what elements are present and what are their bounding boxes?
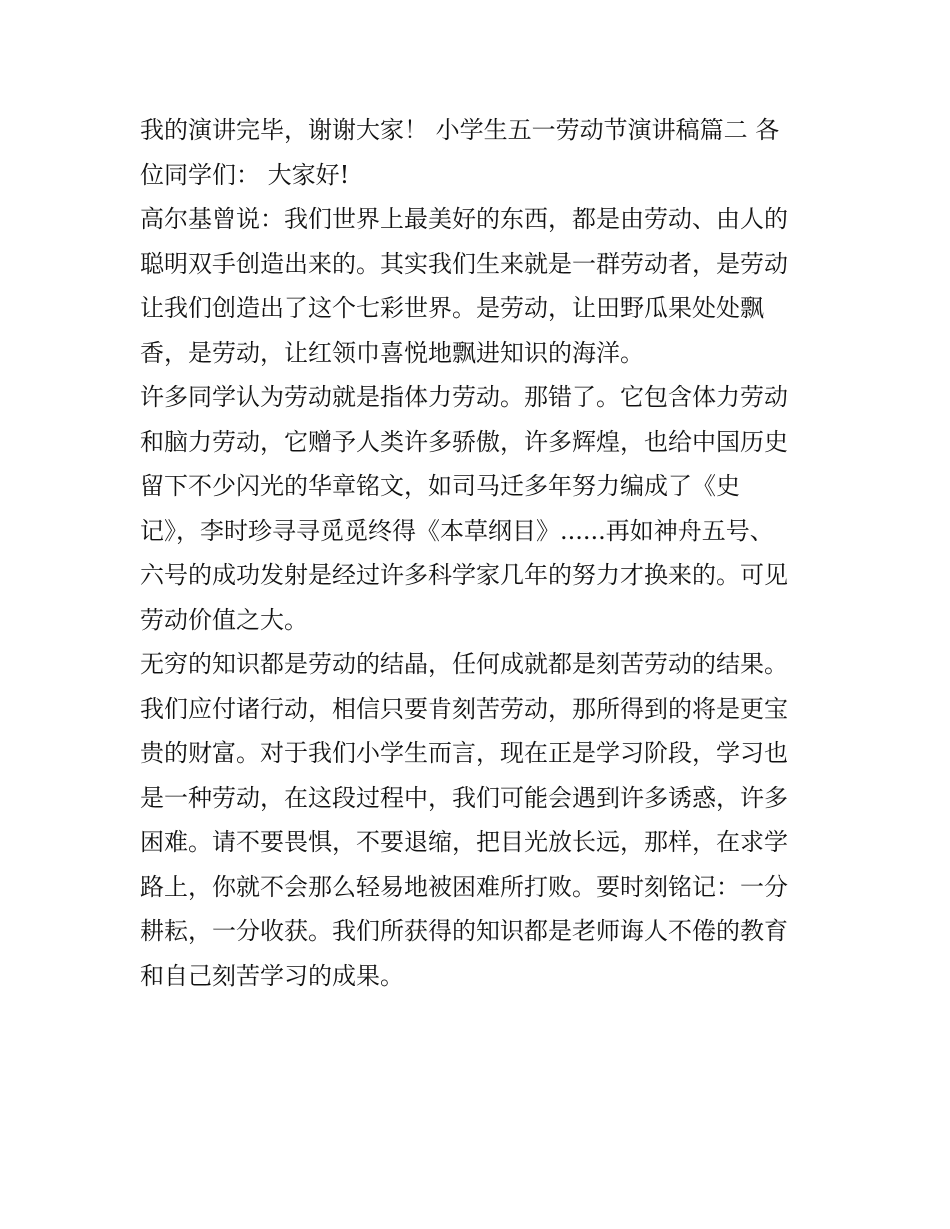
text-line: 是一种劳动，在这段过程中，我们可能会遇到许多诱惑，许多 bbox=[140, 783, 788, 812]
text-line: 耕耘，一分收获。我们所获得的知识都是老师诲人不倦的教育 bbox=[140, 917, 788, 945]
text-line: 聪明双手创造出来的。其实我们生来就是一群劳动者，是劳动 bbox=[140, 249, 788, 278]
text-line: 和自己刻苦学习的成果。 bbox=[140, 961, 404, 990]
text-line: 路上，你就不会那么轻易地被困难所打败。要时刻铭记：一分 bbox=[140, 872, 788, 901]
text-line: 我们应付诸行动，相信只要肯刻苦劳动，那所得到的将是更宝 bbox=[140, 694, 788, 723]
text-line: 许多同学认为劳动就是指体力劳动。那错了。它包含体力劳动 bbox=[140, 383, 788, 411]
text-line: 我的演讲完毕，谢谢大家！ 小学生五一劳动节演讲稿篇二 各 bbox=[140, 116, 780, 144]
text-line: 高尔基曾说：我们世界上最美好的东西，都是由劳动、由人的 bbox=[140, 205, 788, 233]
text-line: 留下不少闪光的华章铭文，如司马迁多年努力编成了《史 bbox=[140, 472, 740, 500]
text-line: 困难。请不要畏惧，不要退缩，把目光放长远，那样，在求学 bbox=[140, 828, 788, 856]
text-line: 让我们创造出了这个七彩世界。是劳动，让田野瓜果处处飘 bbox=[140, 294, 764, 322]
text-line: 香，是劳动，让红领巾喜悦地飘进知识的海洋。 bbox=[140, 338, 644, 367]
text-line: 六号的成功发射是经过许多科学家几年的努力才换来的。可见 bbox=[140, 561, 788, 589]
text-line: 劳动价值之大。 bbox=[140, 605, 308, 634]
text-line: 贵的财富。对于我们小学生而言，现在正是学习阶段，学习也 bbox=[140, 739, 788, 767]
text-line: 位同学们： 大家好! bbox=[140, 160, 350, 189]
document-body bbox=[140, 108, 820, 998]
text-line: 无穷的知识都是劳动的结晶，任何成就都是刻苦劳动的结果。 bbox=[140, 650, 788, 678]
text-line: 和脑力劳动，它赠予人类许多骄傲，许多辉煌，也给中国历史 bbox=[140, 427, 788, 456]
text-line: 记》，李时珍寻寻觅觅终得《本草纲目》......再如神舟五号、 bbox=[140, 516, 774, 545]
